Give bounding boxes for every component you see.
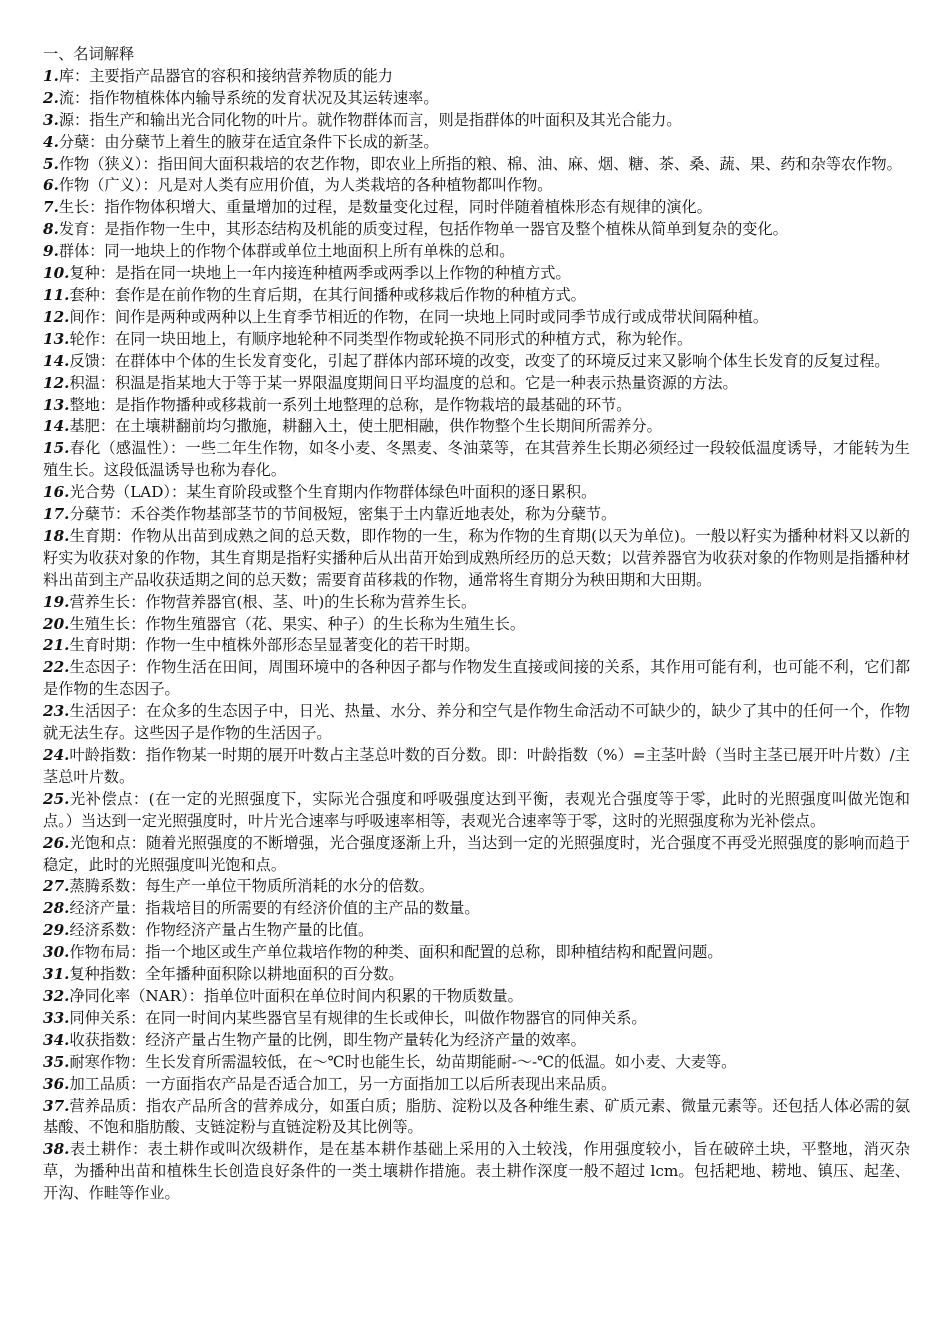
definition-entry [43, 789, 910, 833]
entry-number: 11. [43, 285, 70, 304]
definition-entry [43, 329, 910, 351]
definition-list [43, 66, 910, 1205]
entry-text: 生长：指作物体积增大、重量增加的过程，是数量变化过程，同时伴随着植株形态有规律的演化。 [58, 198, 712, 217]
entry-text: 作物布局：指一个地区或生产单位栽培作物的种类、面积和配置的总称，即种植结构和配置问题。 [69, 943, 723, 962]
definition-entry [43, 1008, 910, 1030]
entry-number: 18. [43, 526, 70, 545]
entry-text: 光补偿点：(在一定的光照强度下，实际光合强度和呼吸强度达到平衡，表观光合强度等于零，此时的光照强度叫做光饱和点。）当达到一定光照强度时，叶片光合速率与呼吸速率相等，表观光合速率等于零，这时的光照强度称为光补偿点。 [43, 789, 910, 830]
entry-text: 生殖生长：作物生殖器官（花、果实、种子）的生长称为生殖生长。 [69, 614, 526, 633]
definition-entry [43, 833, 910, 877]
entry-text: 春化（感温性）：一些二年生作物，如冬小麦、冬黑麦、冬油菜等，在其营养生长期必须经过一段较低温度诱导，才能转为生殖生长。这段低温诱导也称为春化。 [43, 439, 910, 480]
entry-number: 20. [43, 614, 70, 633]
entry-text: 同伸关系：在同一时间内某些器官呈有规律的生长或伸长，叫做作物器官的同伸关系。 [69, 1008, 647, 1027]
definition-entry [43, 657, 910, 701]
entry-text: 套种：套作是在前作物的生育后期，在其行间播种或移栽后作物的种植方式。 [69, 285, 586, 304]
entry-text: 分蘖节：禾谷类作物基部茎节的节间极短，密集于土内靠近地表处，称为分蘖节。 [69, 505, 617, 524]
entry-text: 表土耕作：表土耕作或叫次级耕作，是在基本耕作基础上采用的入土较浅，作用强度较小，旨在破碎土块，平整地，消灭杂草，为播种出苗和植株生长创造良好条件的一类土壤耕作措施。表土耕作深度一般不超过 lcm。包括耙地、耢地、镇压、起垄、开沟、作畦等作业。 [43, 1140, 910, 1203]
entry-text: 生活因子：在众多的生态因子中，日光、热量、水分、养分和空气是作物生命活动不可缺少的，缺少了其中的任何一个，作物就无法生存。这些因子是作物的生活因子。 [43, 702, 910, 743]
entry-number: 21. [43, 636, 70, 655]
entry-number: 12. [43, 307, 70, 326]
entry-number: 15. [43, 439, 70, 458]
entry-text: 反馈：在群体中个体的生长发育变化，引起了群体内部环境的改变，改变了的环境反过来又影响个体生长发育的反复过程。 [69, 351, 890, 370]
entry-text: 叶龄指数：指作物某一时期的展开叶数占主茎总叶数的百分数。即：叶龄指数（%）=主茎叶龄（当时主茎已展开叶片数）/主茎总叶片数。 [43, 746, 910, 786]
definition-entry [43, 132, 910, 154]
definition-entry [43, 307, 910, 329]
entry-text: 净同化率（NAR）：指单位叶面积在单位时间内积累的干物质数量。 [69, 986, 523, 1005]
entry-number: 22. [43, 658, 70, 677]
definition-entry [43, 241, 910, 263]
entry-number: 36. [43, 1074, 70, 1093]
entry-number: 34. [43, 1030, 70, 1049]
entry-number: 14. [43, 417, 70, 436]
entry-number: 28. [43, 899, 70, 918]
entry-text: 生育期：作物从出苗到成熟之间的总天数，即作物的一生，称为作物的生育期(以天为单位)。一般以籽实为播种材料又以新的籽实为收获对象的作物，其生育期是指籽实播种后从出苗开始到成熟所经历的总天数；以营养器官为收获对象的作物则是指播种材料出苗到主产品收获适期之间的总天数；需要育苗移栽的作物，通常将生育期分为秧田期和大田期。 [43, 526, 910, 589]
entry-text: 源：指生产和输出光合同化物的叶片。就作物群体而言，则是指群体的叶面积及其光合能力。 [58, 110, 682, 129]
entry-number: 25. [43, 789, 70, 808]
entry-text: 经济产量：指栽培目的所需要的有经济价值的主产品的数量。 [69, 899, 480, 918]
definition-entry [43, 416, 910, 438]
definition-entry [43, 701, 910, 745]
definition-entry [43, 876, 910, 898]
definition-entry [43, 219, 910, 241]
entry-text: 作物（狭义）：指田间大面积栽培的农艺作物，即农业上所指的粮、棉、油、麻、烟、糖、茶、桑、蔬、果、药和杂等农作物。 [58, 154, 902, 173]
definition-entry [43, 175, 910, 197]
definition-entry [43, 635, 910, 657]
definition-entry [43, 920, 910, 942]
entry-text: 蒸腾系数：每生产一单位干物质所消耗的水分的倍数。 [69, 877, 434, 896]
entry-number: 9. [43, 242, 59, 261]
definition-entry [43, 526, 910, 592]
entry-text: 营养生长：作物营养器官(根、茎、叶)的生长称为营养生长。 [69, 592, 477, 611]
entry-number: 1. [43, 66, 59, 85]
definition-entry [43, 285, 910, 307]
entry-number: 38. [43, 1140, 70, 1159]
entry-text: 复种指数：全年播种面积除以耕地面积的百分数。 [69, 965, 404, 984]
entry-number: 14. [43, 351, 70, 370]
entry-text: 库：主要指产品器官的容积和接纳营养物质的能力 [58, 66, 393, 85]
entry-number: 19. [43, 592, 70, 611]
entry-number: 13. [43, 329, 70, 348]
entry-text: 收获指数：经济产量占生物产量的比例，即生物产量转化为经济产量的效率。 [69, 1030, 586, 1049]
section-heading: 一、名词解释 [43, 45, 135, 63]
entry-number: 13. [43, 395, 70, 414]
entry-text: 作物（广义）：凡是对人类有应用价值，为人类栽培的各种植物都叫作物。 [58, 176, 553, 195]
entry-text: 轮作：在同一块田地上，有顺序地轮种不同类型作物或轮换不同形式的种植方式，称为轮作。 [69, 329, 693, 348]
entry-number: 37. [43, 1096, 70, 1115]
entry-number: 23. [43, 702, 70, 721]
entry-text: 整地：是指作物播种或移栽前一系列土地整理的总称，是作物栽培的最基础的环节。 [69, 395, 632, 414]
definition-entry [43, 1096, 910, 1140]
entry-number: 12. [43, 373, 70, 392]
entry-text: 间作：间作是两种或两种以上生育季节相近的作物，在同一块地上同时或同季节成行或成带状间隔种植。 [69, 307, 769, 326]
entry-text: 生育时期：作物一生中植株外部形态呈显著变化的若干时期。 [69, 636, 480, 655]
entry-number: 3. [43, 110, 59, 129]
entry-number: 8. [43, 220, 59, 239]
entry-number: 30. [43, 943, 70, 962]
definition-entry [43, 373, 910, 395]
definition-entry [43, 66, 910, 88]
definition-entry [43, 110, 910, 132]
entry-number: 5. [43, 154, 59, 173]
entry-number: 35. [43, 1052, 70, 1071]
entry-number: 4. [43, 132, 59, 151]
entry-text: 生态因子：作物生活在田间，周围环境中的各种因子都与作物发生直接或间接的关系，其作用可能有利，也可能不利，它们都是作物的生态因子。 [43, 658, 910, 699]
definition-entry [43, 197, 910, 219]
definition-entry [43, 745, 910, 789]
entry-number: 2. [43, 88, 59, 107]
entry-text: 经济系数：作物经济产量占生物产量的比值。 [69, 921, 374, 940]
entry-number: 27. [43, 877, 70, 896]
entry-text: 发育：是指作物一生中，其形态结构及机能的质变过程，包括作物单一器官及整个植株从简单到复杂的变化。 [58, 220, 788, 239]
entry-number: 32. [43, 986, 70, 1005]
entry-number: 26. [43, 833, 70, 852]
entry-number: 29. [43, 921, 70, 940]
entry-text: 分蘖：由分蘖节上着生的腋芽在适宜条件下长成的新茎。 [58, 132, 439, 151]
entry-text: 光饱和点：随着光照强度的不断增强，光合强度逐渐上升，当达到一定的光照强度时，光合强度不再受光照强度的影响而趋于稳定，此时的光照强度叫光饱和点。 [43, 833, 910, 874]
definition-entry [43, 154, 910, 176]
definition-entry [43, 263, 910, 285]
entry-number: 6. [43, 176, 59, 195]
entry-text: 流：指作物植株体内输导系统的发育状况及其运转速率。 [58, 88, 439, 107]
definition-entry [43, 1052, 910, 1074]
entry-text: 耐寒作物：生长发育所需温较低，在～℃时也能生长，幼苗期能耐-～-℃的低温。如小麦、大麦等。 [69, 1052, 737, 1071]
definition-entry [43, 482, 910, 504]
entry-text: 营养品质：指农产品所含的营养成分，如蛋白质；脂肪、淀粉以及各种维生素、矿质元素、微量元素等。还包括人体必需的氨基酸、不饱和脂肪酸、支链淀粉与直链淀粉及其比例等。 [43, 1096, 910, 1137]
entry-text: 基肥：在土壤耕翻前均匀撒施，耕翻入土，使土肥相融，供作物整个生长期间所需养分。 [69, 417, 662, 436]
entry-text: 光合势（LAD）：某生育阶段或整个生育期内作物群体绿色叶面积的逐日累积。 [69, 483, 597, 502]
definition-entry [43, 614, 910, 636]
definition-entry [43, 592, 910, 614]
definition-entry [43, 1139, 910, 1205]
entry-number: 17. [43, 505, 70, 524]
definition-entry [43, 504, 910, 526]
entry-text: 加工品质：一方面指农产品是否适合加工，另一方面指加工以后所表现出来品质。 [69, 1074, 617, 1093]
entry-number: 33. [43, 1008, 70, 1027]
definition-entry [43, 986, 910, 1008]
entry-number: 24. [43, 746, 70, 764]
definition-entry [43, 438, 910, 482]
entry-text: 复种：是指在同一块地上一年内接连种植两季或两季以上作物的种植方式。 [69, 264, 571, 283]
definition-entry [43, 1074, 910, 1096]
entry-number: 16. [43, 483, 70, 502]
definition-entry [43, 88, 910, 110]
definition-entry [43, 898, 910, 920]
entry-text: 群体：同一地块上的作物个体群或单位土地面积上所有单株的总和。 [58, 242, 515, 261]
definition-entry [43, 964, 910, 986]
definition-entry [43, 1030, 910, 1052]
entry-number: 31. [43, 965, 70, 984]
entry-number: 10. [43, 264, 70, 283]
entry-number: 7. [43, 198, 59, 217]
entry-text: 积温：积温是指某地大于等于某一界限温度期间日平均温度的总和。它是一种表示热量资源的方法。 [69, 373, 738, 392]
definition-entry [43, 395, 910, 417]
definition-entry [43, 942, 910, 964]
definition-entry [43, 351, 910, 373]
